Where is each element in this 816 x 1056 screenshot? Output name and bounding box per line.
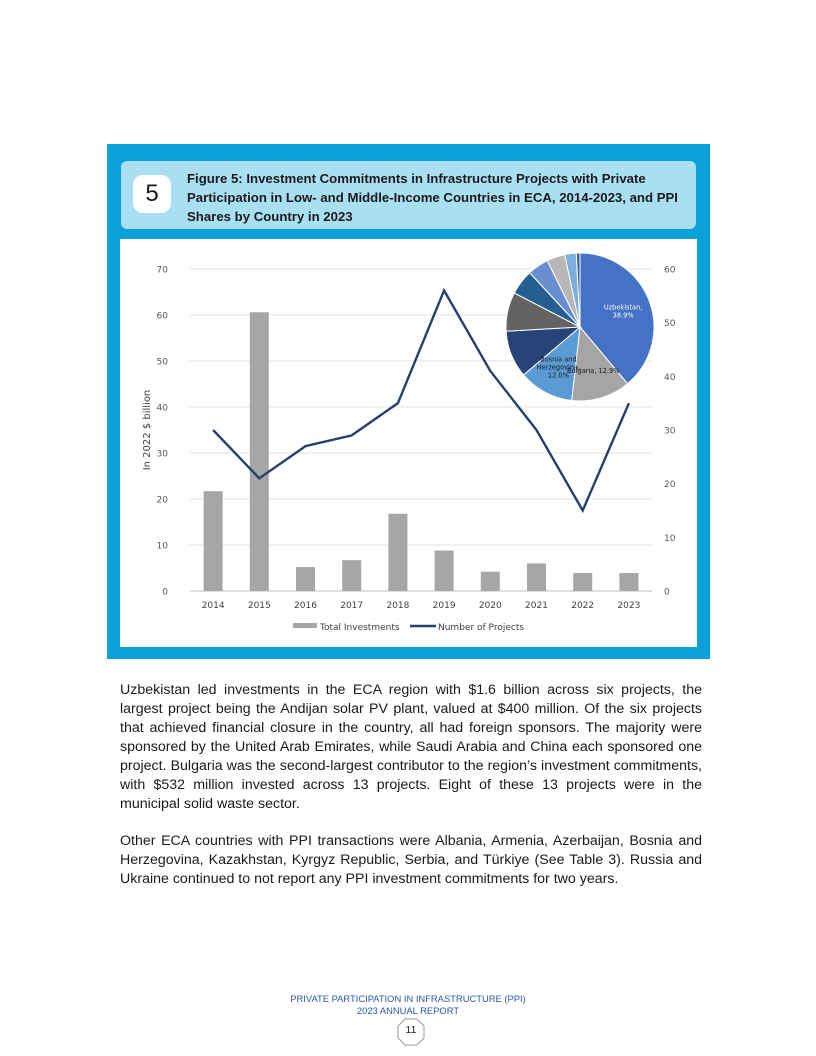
bar-2015 [250,312,269,591]
bar-2016 [296,567,315,591]
pie-label-0: Uzbekistan, 38.9% [603,303,643,320]
footer-report-title: PRIVATE PARTICIPATION IN INFRASTRUCTURE (PPI) [290,993,526,1004]
bar-2021 [527,563,546,591]
y-tick-label-10: 10 [156,541,168,552]
y2-tick-label-40: 40 [664,372,676,383]
legend-label-number-of-projects: Number of Projects [438,623,525,633]
pie-label-2: Bosnia and Herzegovina, 12.0% [536,355,581,380]
x-tick-label-2017: 2017 [340,601,364,611]
legend-swatch-total-investments [293,623,317,628]
combo-chart [120,239,697,647]
y-tick-label-60: 60 [156,311,168,322]
y2-tick-label-0: 0 [664,587,670,598]
x-tick-label-2015: 2015 [247,601,271,611]
y2-tick-label-30: 30 [664,426,676,437]
y-tick-label-70: 70 [156,265,168,276]
bar-2023 [619,573,638,591]
bar-2018 [388,514,407,591]
y-tick-label-30: 30 [156,449,168,460]
y2-tick-label-60: 60 [664,265,676,276]
y-tick-label-40: 40 [156,403,168,414]
y-axis-label: In 2022 $ billion [142,389,153,471]
paragraph-uzbekistan: Uzbekistan led investments in the ECA region with $1.6 billion across six projects, the largest project being the Andijan solar PV plant, valued at $400 million. Of the six projects that achieved financial closure in the country, all had foreign sponsors. The majority were sponsored by the United Arab Emirates, while Saudi Arabia and China each sponsored one project. Bulgaria was the second-largest contributor to the region’s investment commitments, with $532 million invested across 13 projects. Eight of these 13 projects were in the municipal solid waste sector. [120,682,702,812]
x-tick-label-2021: 2021 [525,601,548,611]
bar-2014 [204,491,223,591]
x-tick-label-2019: 2019 [432,601,456,611]
x-tick-label-2022: 2022 [571,601,595,611]
pie-label-1: Bulgaria, 12.9% [566,366,620,375]
figure-header [121,161,696,229]
x-tick-label-2023: 2023 [617,601,641,611]
figure-title: Figure 5: Investment Commitments in Infrastructure Projects with Private Participation in Low- and Middle-Income Countries in ECA, 2014-2023, and PPI Shares by Country in 2023 [187,171,678,224]
paragraph-other-countries: Other ECA countries with PPI transactions were Albania, Armenia, Azerbaijan, Bosnia and Herzegovina, Kazakhstan, Kyrgyz Republic, Serbia, and Türkiye (See Table 3). Russia and Ukraine continued to not report any PPI investment commitments for two years. [120,833,702,887]
bar-2017 [342,560,361,591]
y-tick-label-0: 0 [162,587,168,598]
x-tick-label-2018: 2018 [386,601,410,611]
footer-report-year: 2023 ANNUAL REPORT [356,1005,460,1016]
bar-2019 [435,551,454,591]
page-number: 11 [405,1024,417,1036]
figure-box [107,144,710,659]
figure-number-badge: 5 [133,175,171,213]
y-tick-label-20: 20 [156,495,168,506]
bar-2020 [481,572,500,591]
x-tick-label-2014: 2014 [201,601,225,611]
y2-tick-label-20: 20 [664,480,676,491]
chart-panel [120,239,697,647]
y-tick-label-50: 50 [156,357,168,368]
legend-label-total-investments: Total Investments [320,623,400,633]
y2-tick-label-50: 50 [664,319,676,330]
y2-tick-label-10: 10 [664,533,676,544]
x-tick-label-2020: 2020 [478,601,502,611]
x-tick-label-2016: 2016 [294,601,317,611]
bar-2022 [573,573,592,591]
